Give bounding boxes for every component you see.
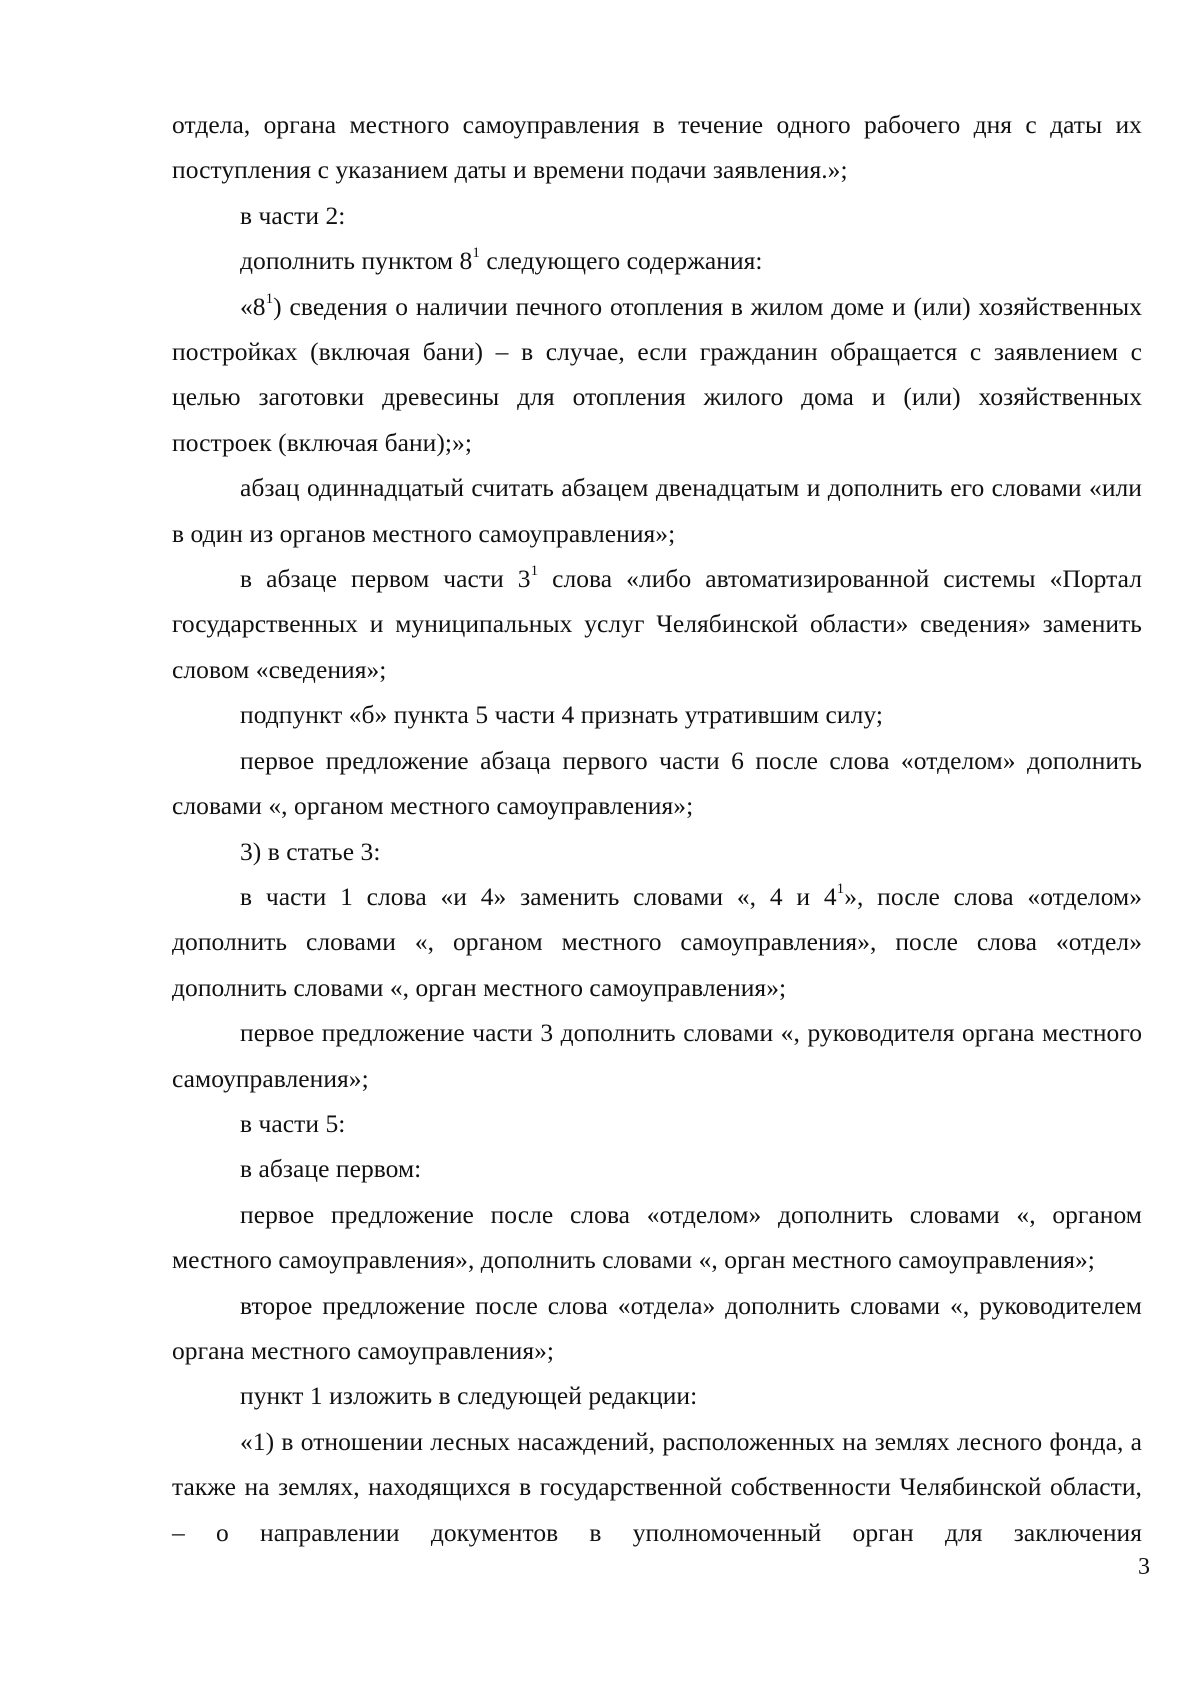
paragraph-text: в части 5:: [240, 1108, 346, 1138]
paragraph-text: первое предложение после слова «отделом» дополнить словами «, органом местного самоуправления», дополнить словами «, орган местного самоуправления»;: [172, 1199, 1142, 1275]
superscript-index: 1: [836, 880, 845, 897]
paragraph-text: абзац одиннадцатый считать абзацем двенадцатым и дополнить его словами «или в один из органов местного самоуправления»;: [172, 473, 1142, 548]
paragraph-p17: [172, 1419, 1142, 1555]
paragraph-p13: [172, 1146, 1142, 1191]
paragraph-p7: [172, 692, 1142, 737]
paragraph-text: подпункт «б» пункта 5 части 4 признать утратившим силу;: [240, 700, 883, 730]
paragraph-p11: [172, 1010, 1142, 1101]
paragraph-text: », после слова «отделом» дополнить словами «, органом местного самоуправления», после слова «отдел» дополнить словами «, орган местного самоуправления»;: [172, 881, 1142, 1002]
paragraph-p16: [172, 1373, 1142, 1418]
superscript-index: 1: [472, 245, 480, 262]
paragraph-text: в части 2:: [240, 200, 346, 230]
paragraph-text: ) сведения о наличии печного отопления в жилом доме и (или) хозяйственных постройках (включая бани) – в случае, если гражданин обращается с заявлением с целью заготовки древесины для отопления жилого дома и (или) хозяйственных построек (включая бани);»;: [172, 291, 1142, 457]
superscript-index: 1: [530, 563, 539, 580]
page-number: 3: [1138, 1554, 1150, 1580]
paragraph-p8: [172, 738, 1142, 829]
paragraph-p6: [172, 556, 1142, 692]
superscript-index: 1: [265, 290, 274, 307]
paragraph-text: второе предложение после слова «отдела» дополнить словами «, руководителем органа местного самоуправления»;: [172, 1290, 1142, 1365]
paragraph-text: следующего содержания:: [479, 246, 763, 276]
paragraph-p15: [172, 1283, 1142, 1374]
paragraph-p3: [172, 238, 1142, 283]
paragraph-text: дополнить пунктом 8: [240, 246, 473, 276]
document-body: [172, 102, 1142, 1555]
paragraph-p10: [172, 874, 1142, 1010]
paragraph-text: в абзаце первом части 3: [240, 564, 531, 594]
paragraph-text: пункт 1 изложить в следующей редакции:: [240, 1381, 698, 1411]
paragraph-text: отдела, органа местного самоуправления в течение одного рабочего дня с даты их поступления с указанием даты и времени подачи заявления.»;: [172, 110, 1142, 185]
paragraph-text: первое предложение абзаца первого части 6 после слова «отделом» дополнить словами «, органом местного самоуправления»;: [172, 745, 1142, 821]
paragraph-text: в части 1 слова «и 4» заменить словами «, 4 и 4: [240, 881, 837, 911]
paragraph-p1: [172, 102, 1142, 193]
paragraph-text: в абзаце первом:: [240, 1154, 422, 1184]
paragraph-text: «1) в отношении лесных насаждений, расположенных на землях лесного фонда, а также на землях, находящихся в государственной собственности Челябинской области, – о направлении документов в уполномоченный орган для заключения: [172, 1426, 1142, 1547]
paragraph-p4: [172, 284, 1142, 466]
paragraph-text: первое предложение части 3 дополнить словами «, руководителя органа местного самоуправления»;: [172, 1018, 1142, 1093]
paragraph-p5: [172, 465, 1142, 556]
paragraph-text: «8: [240, 291, 266, 321]
paragraph-text: слова «либо автоматизированной системы «Портал государственных и муниципальных услуг Челябинской области» сведения» заменить словом «сведения»;: [172, 564, 1143, 684]
paragraph-text: 3) в статье 3:: [240, 836, 381, 866]
paragraph-p14: [172, 1192, 1142, 1283]
paragraph-p9: [172, 829, 1142, 874]
paragraph-p2: [172, 193, 1142, 238]
paragraph-p12: [172, 1101, 1142, 1146]
